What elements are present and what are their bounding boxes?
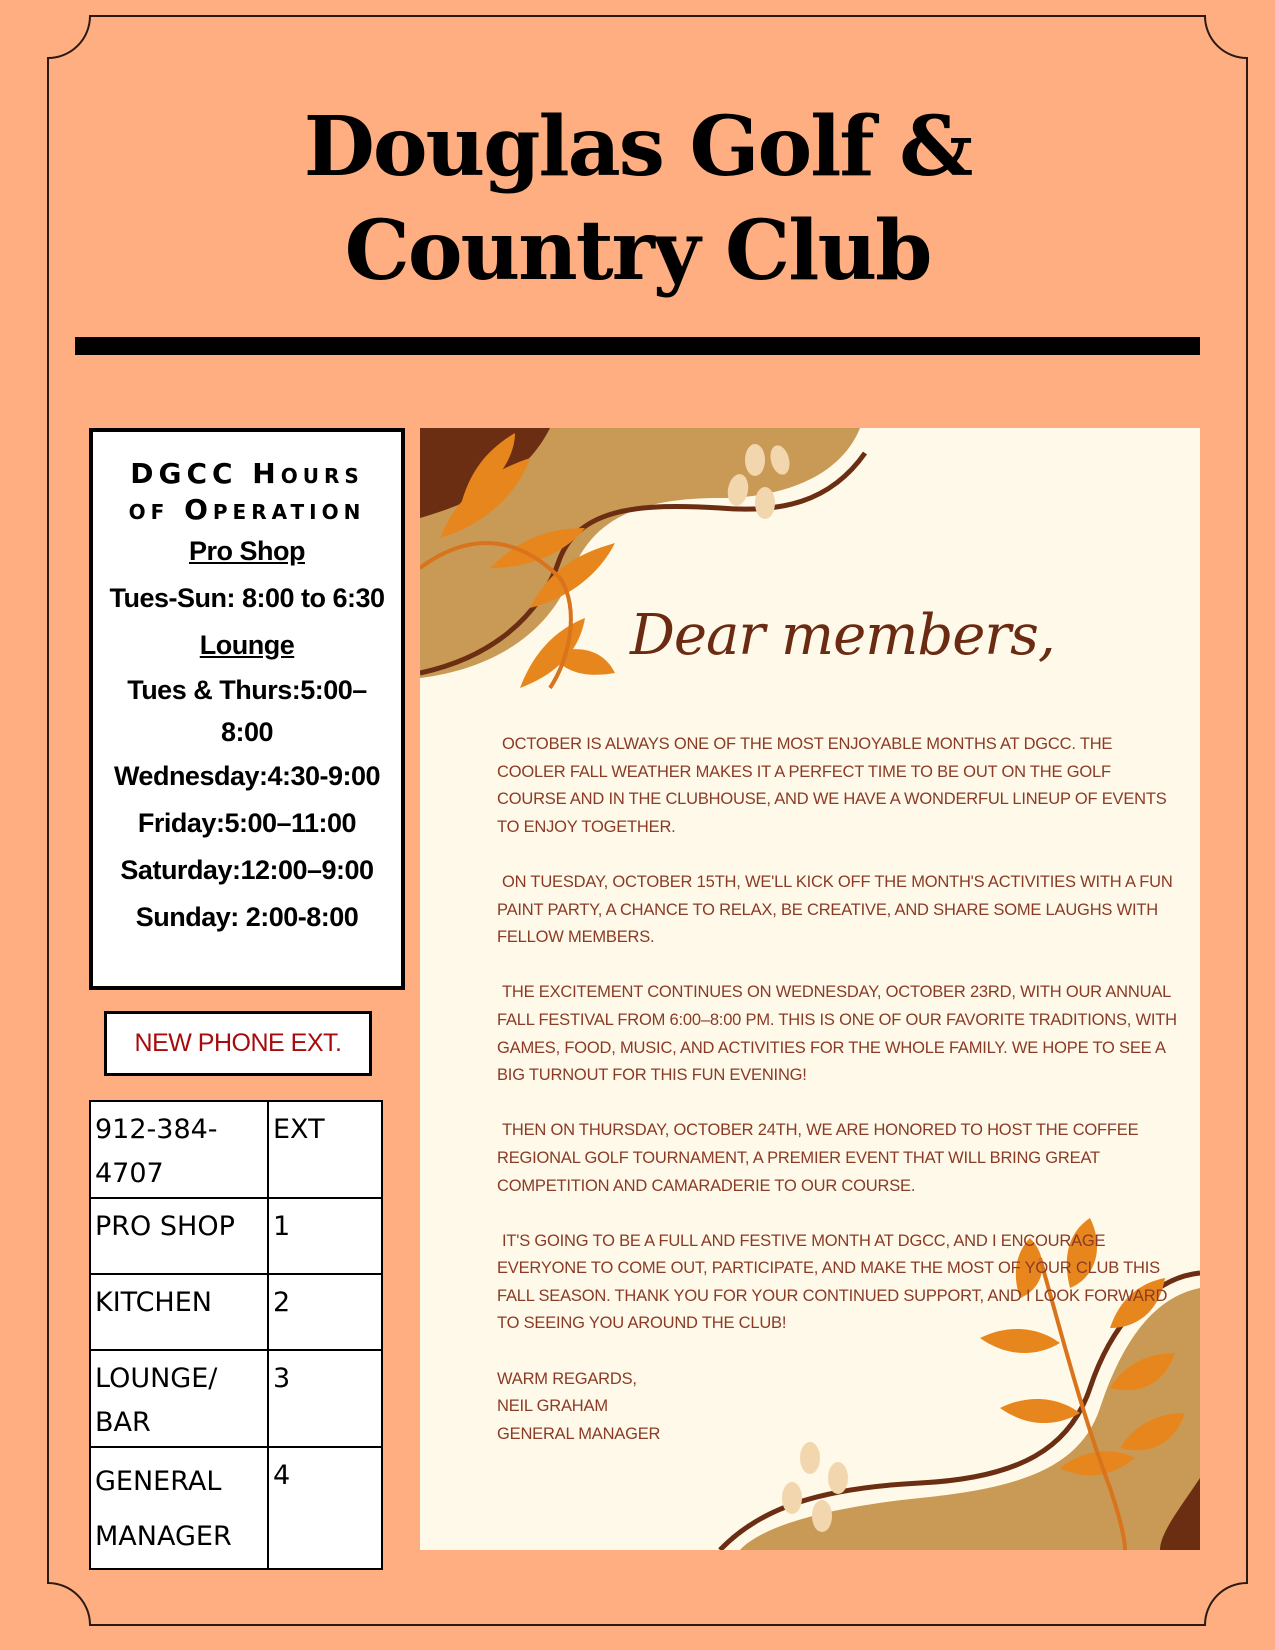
letter-signature [497,1366,1177,1449]
lounge-heading: Lounge [199,630,295,660]
table-cell: 912-384-4707 [90,1101,268,1198]
table-cell: GENERAL MANAGER [90,1447,268,1569]
new-phone-ext-banner [104,1011,372,1076]
table-cell: 2 [268,1274,382,1350]
table-cell: 4 [268,1447,382,1569]
hours-of-operation-box [89,428,405,990]
new-phone-ext-label: NEW PHONE EXT. [134,1029,342,1057]
table-row [90,1447,382,1569]
table-cell: 3 [268,1350,382,1447]
phone-extension-table [89,1100,383,1570]
title-divider [75,337,1200,355]
letter-paragraph: IT'S GOING TO BE A FULL AND FESTIVE MONTH AT DGCC, AND I ENCOURAGE EVERYONE TO COME OUT, PARTICIPATE, AND MAKE THE MOST OF YOUR CLUB THIS FALL SEASON. THANK YOU FOR YOUR CONTINUED SUPPORT, AND I LOOK FORWARD TO SEEING YOU AROUND THE CLUB! [497,1231,1168,1333]
table-row [90,1350,382,1447]
lounge-hours-wednesday: Wednesday:4:30-9:00 [113,761,381,791]
lounge-hours-friday: Friday:5:00–11:00 [137,808,357,838]
pro-shop-hours: Tues-Sun: 8:00 to 6:30 [109,583,385,613]
letter-card [420,428,1200,1550]
lounge-hours-saturday: Saturday:12:00–9:00 [120,855,374,885]
page-title [0,95,1275,303]
table-row [90,1198,382,1274]
table-cell: EXT [268,1101,382,1198]
table-cell: PRO SHOP [90,1198,268,1274]
table-cell: 1 [268,1198,382,1274]
letter-paragraph: THEN ON THURSDAY, OCTOBER 24TH, WE ARE HONORED TO HOST THE COFFEE REGIONAL GOLF TOURNAMENT, A PREMIER EVENT THAT WILL BRING GREAT COMPETITION AND CAMARADERIE TO OUR COURSE. [497,1121,1139,1195]
letter-paragraph: THE EXCITEMENT CONTINUES ON WEDNESDAY, OCTOBER 23RD, WITH OUR ANNUAL FALL FESTIVAL FROM 6:00–8:00 PM. THIS IS ONE OF OUR FAVORITE TRADITIONS, WITH GAMES, FOOD, MUSIC, AND ACTIVITIES FOR THE WHOLE FAMILY. WE HOPE TO SEE A BIG TURNOUT FOR THIS FUN EVENING! [497,983,1177,1085]
lounge-hours-tues-thurs: Tues & Thurs:5:00–8:00 [127,675,367,747]
hours-title-line-2: of Operation [128,493,366,526]
table-cell: LOUNGE/ BAR [90,1350,268,1447]
hours-title-line-1: DGCC Hours [130,457,364,490]
table-row [90,1101,382,1198]
pro-shop-heading: Pro Shop [189,536,305,566]
table-row [90,1274,382,1350]
letter-greeting: Dear members, [630,603,1055,668]
title-line-1: Douglas Golf & [303,99,972,195]
table-cell: KITCHEN [90,1274,268,1350]
lounge-hours-sunday: Sunday: 2:00-8:00 [135,902,359,932]
letter-paragraph: ON TUESDAY, OCTOBER 15TH, WE'LL KICK OFF THE MONTH'S ACTIVITIES WITH A FUN PAINT PARTY, A CHANCE TO RELAX, BE CREATIVE, AND SHARE SOME LAUGHS WITH FELLOW MEMBERS. [497,872,1173,947]
hours-title [93,456,401,528]
signoff: WARM REGARDS, [497,1369,637,1388]
signer-title: GENERAL MANAGER [497,1424,661,1443]
title-line-2: Country Club [344,203,931,299]
letter-body [497,731,1177,1448]
signer-name: NEIL GRAHAM [497,1397,608,1416]
letter-paragraph: OCTOBER IS ALWAYS ONE OF THE MOST ENJOYABLE MONTHS AT DGCC. THE COOLER FALL WEATHER MAKES IT A PERFECT TIME TO BE OUT ON THE GOLF COURSE AND IN THE CLUBHOUSE, AND WE HAVE A WONDERFUL LINEUP OF EVENTS TO ENJOY TOGETHER. [497,735,1167,836]
